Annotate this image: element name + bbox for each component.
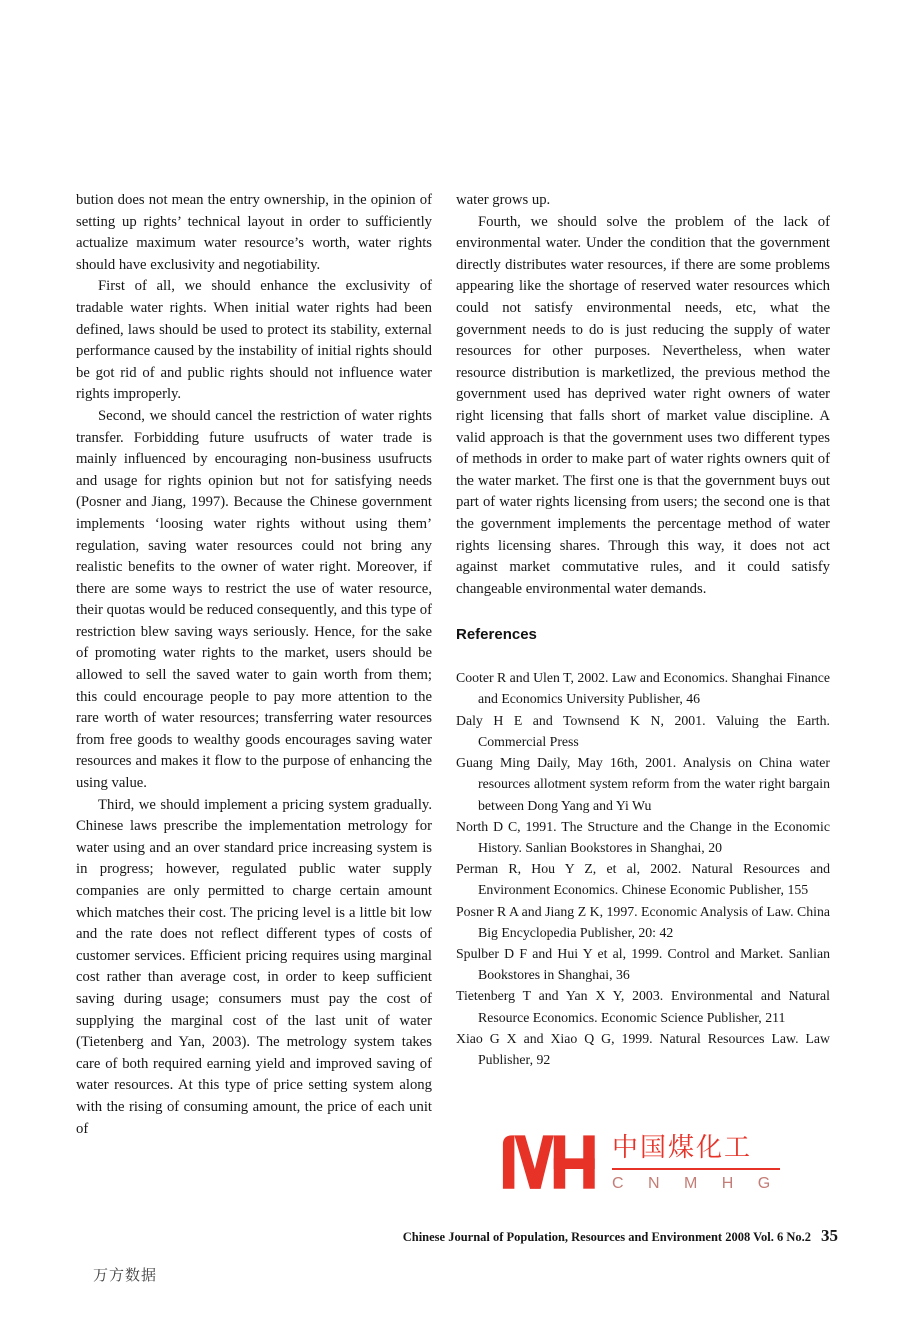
journal-citation: Chinese Journal of Population, Resources and Environment 2008 Vol. 6 No.2 [402, 1230, 811, 1244]
logo-chinese-name: 中国煤化工 [612, 1127, 780, 1170]
body-paragraph: Third, we should implement a pricing system gradually. Chinese laws prescribe the implementation metrology for water using and an over standard price increasing system is in progress; however, regulated public water supply companies are only permitted to charge certain amount which matches their cost. The pricing level is a little bit low and the rate does not reflect different types of costs of customer services. Efficient pricing requires using marginal cost rather than average cost, in order to keep sufficient saving during usage; consumers must pay the cost of supplying the marginal cost of the last unit of water (Tietenberg and Yan, 2003). The metrology system takes care of both required earning yield and improved saving of water resources. At this type of price setting system along with the rising of consuming amount, the price of each unit of [76, 796, 432, 1137]
references-heading: References [456, 626, 537, 644]
reference-entry: Cooter R and Ulen T, 2002. Law and Economics. Shanghai Finance and Economics University Publisher, 46 [456, 670, 830, 707]
reference-entry: Guang Ming Daily, May 16th, 2001. Analysis on China water resources allotment system reform from the water right bargain between Dong Yang and Yi Wu [456, 755, 830, 813]
company-logo [498, 1122, 780, 1198]
right-column [456, 190, 830, 1070]
body-paragraph: water grows up. [456, 192, 551, 208]
reference-entry: Spulber D F and Hui Y et al, 1999. Control and Market. Sanlian Bookstores in Shanghai, 36 [456, 945, 830, 983]
body-paragraph: First of all, we should enhance the exclusivity of tradable water rights. When initial water rights had been defined, laws should be used to protect its stability, external performance caused by the instability of initial rights should be got rid of and public rights should not influence water rights improperly. [76, 278, 432, 403]
cnmhg-logo-icon [498, 1122, 598, 1198]
body-paragraph: bution does not mean the entry ownership, in the opinion of setting up rights’ technical layout in order to sufficiently actualize maximum water resource’s worth, water rights should have exclusivity and negotiability. [76, 192, 432, 273]
reference-entry: Daly H E and Townsend K N, 2001. Valuing the Earth. Commercial Press [456, 712, 830, 749]
left-column [76, 190, 432, 1140]
wanfang-watermark: 万方数据 [93, 1267, 158, 1284]
reference-entry: Tietenberg T and Yan X Y, 2003. Environmental and Natural Resource Economics. Economic Science Publisher, 211 [456, 988, 830, 1025]
reference-entry: Posner R A and Jiang Z K, 1997. Economic Analysis of Law. China Big Encyclopedia Publisher, 20: 42 [456, 903, 830, 940]
reference-entry: Perman R, Hou Y Z, et al, 2002. Natural Resources and Environment Economics. Chinese Economic Publisher, 155 [456, 861, 830, 898]
right-column-paragraphs [456, 190, 830, 600]
body-paragraph: Fourth, we should solve the problem of the lack of environmental water. Under the condition that the government directly distributes water resources, if there are some problems appearing like the shortage of reserved water resources which could not satisfy environmental needs, etc, what the government needs to do is just reducing the supply of water resources for other purposes. Nevertheless, when water resource distribution is marketlized, the previous method the government used has deprived water right owners of water right licensing that falls short of market value discipline. A valid approach is that the government uses two different types of methods in order to make part of water rights owners quit of the water market. The first one is that the government buys out part of water rights licensing from users; the second one is that the government implements the percentage method of water rights licensing shares. Through this way, it does not act against market commutative rules, and it could satisfy changeable environmental water demands. [456, 213, 830, 597]
references-list [456, 667, 830, 1070]
reference-entry: North D C, 1991. The Structure and the Change in the Economic History. Sanlian Bookstores in Shanghai, 20 [456, 818, 830, 855]
logo-text [612, 1127, 780, 1193]
reference-entry: Xiao G X and Xiao Q G, 1999. Natural Resources Law. Law Publisher, 92 [456, 1030, 830, 1067]
body-paragraph: Second, we should cancel the restriction of water rights transfer. Forbidding future usufructs of water trade is mainly influenced by encouraging non-business usufructs and usage for rights opinion but not for satisfying needs (Posner and Jiang, 1997). Because the Chinese government implements ‘loosing water rights without using them’ regulation, saving water resources could not bring any realistic benefits to the owner of water right. Moreover, if there are some ways to restrict the use of water resource, their quotas would be reduced consequently, and this type of restriction blew saving ways seriously. Hence, for the sake of promoting water rights to the market, users should be allowed to sell the saved water to gain worth from them; this could encourage people to pay more attention to the rare worth of water resources; transferring water resources from free goods to wealthy goods encourages saving water resources and makes it flow to the purpose of enhancing the using value. [76, 407, 432, 792]
page-number: 35 [821, 1226, 838, 1245]
logo-latin-name: C N M H G [612, 1175, 781, 1192]
page-footer [403, 1226, 838, 1246]
